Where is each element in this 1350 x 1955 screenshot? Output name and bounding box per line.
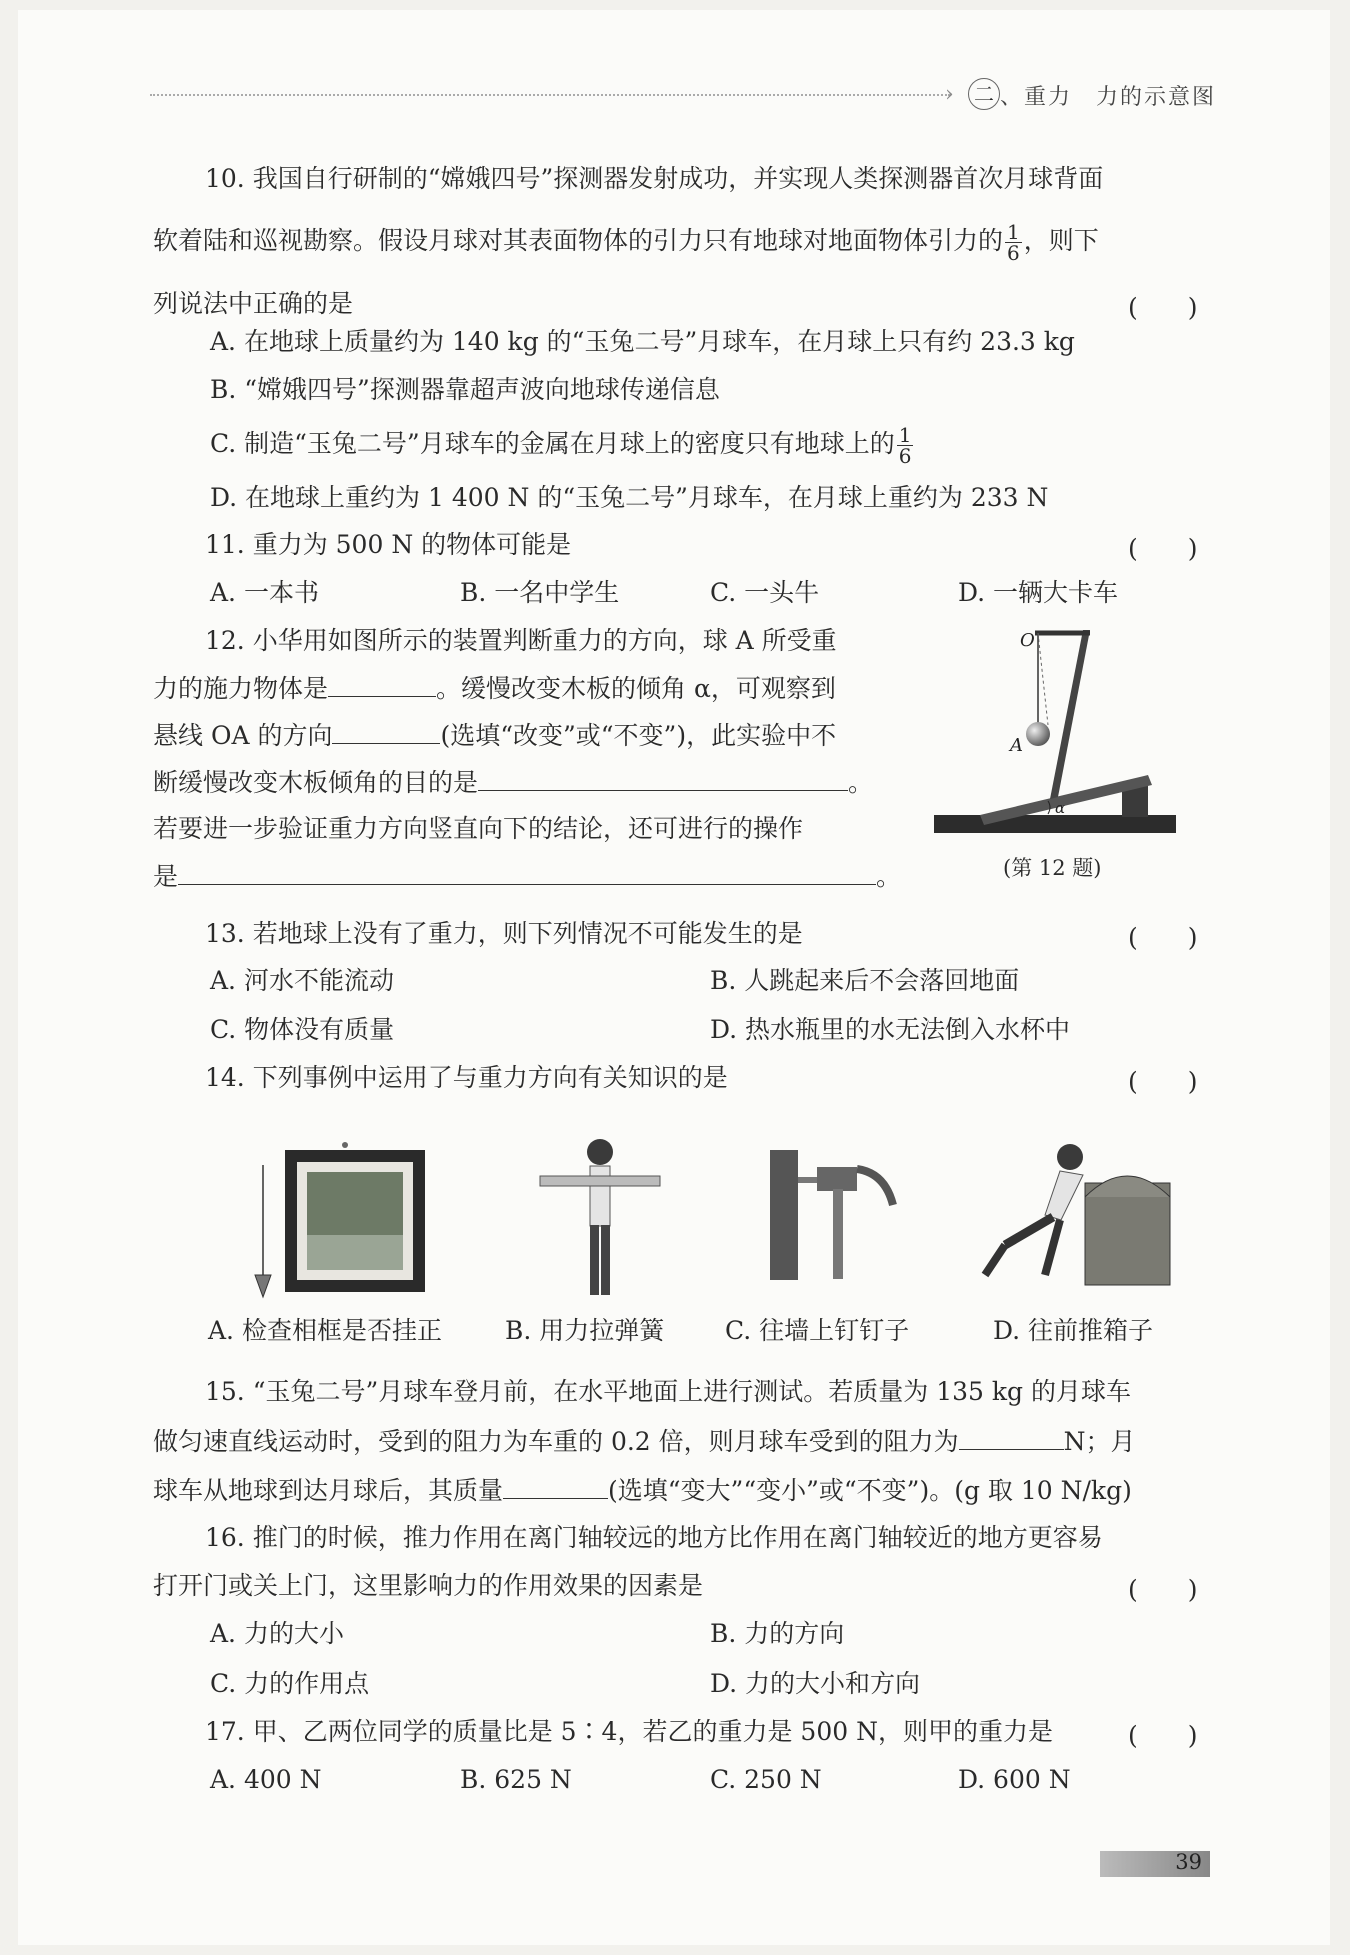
answer-blank xyxy=(503,1474,608,1499)
q10-line1: 10. 我国自行研制的“嫦娥四号”探测器发射成功，并实现人类探测器首次月球背面 xyxy=(205,164,1104,193)
q17-option-d: D. 600 N xyxy=(958,1765,1071,1794)
q13-option-d: D. 热水瓶里的水无法倒入水杯中 xyxy=(710,1015,1071,1044)
q13-option-c: C. 物体没有质量 xyxy=(210,1015,395,1044)
q16-option-b: B. 力的方向 xyxy=(710,1619,845,1648)
section-number: 二 xyxy=(968,78,1000,110)
q17-stem: 17. 甲、乙两位同学的质量比是 5∶4，若乙的重力是 500 N，则甲的重力是 xyxy=(205,1717,1053,1746)
base-plate xyxy=(934,815,1176,833)
q14-nail-hammer-image xyxy=(765,1145,900,1285)
q14-option-a: A. 检查相框是否挂正 xyxy=(208,1316,442,1345)
q16-line2: 打开门或关上门，这里影响力的作用效果的因素是 xyxy=(153,1571,704,1600)
q15-line2: 做匀速直线运动时，受到的阻力为车重的 0.2 倍，则月球车受到的阻力为 N；月 xyxy=(153,1427,1136,1456)
q17-option-b: B. 625 N xyxy=(460,1765,572,1794)
wall xyxy=(770,1150,798,1280)
ball-A xyxy=(1026,722,1050,746)
q12-line1: 12. 小华用如图所示的装置判断重力的方向，球 A 所受重 xyxy=(205,626,837,655)
q15-line1: 15. “玉兔二号”月球车登月前，在水平地面上进行测试。若质量为 135 kg 的月球车 xyxy=(205,1377,1131,1406)
page-number: 39 xyxy=(1175,1850,1202,1874)
section-title: 、重力 力的示意图 xyxy=(1000,85,1217,110)
q11-option-a: A. 一本书 xyxy=(210,578,319,607)
q12-caption: (第 12 题) xyxy=(1003,856,1102,880)
q13-option-a: A. 河水不能流动 xyxy=(210,966,394,995)
answer-blank xyxy=(178,860,876,885)
q12-line5: 若要进一步验证重力方向竖直向下的结论，还可进行的操作 xyxy=(153,814,804,843)
q13-option-b: B. 人跳起来后不会落回地面 xyxy=(710,966,1020,995)
fraction-one-sixth: $\frac{1}{6}$ xyxy=(898,423,912,468)
hammer-handle xyxy=(833,1189,843,1279)
spring xyxy=(540,1176,660,1186)
q10-line2: 软着陆和巡视勘察。假设月球对其表面物体的引力只有地球对地面物体引力的 $\frac{1}{6}$ ，则下 xyxy=(153,220,1099,265)
q10-line3: 列说法中正确的是 xyxy=(153,289,354,318)
q16-answer-paren: ( ) xyxy=(1128,1575,1198,1604)
q17-option-a: A. 400 N xyxy=(210,1765,322,1794)
q12-line6: 是 。 xyxy=(153,862,902,891)
q16-option-c: C. 力的作用点 xyxy=(210,1669,370,1698)
q13-stem: 13. 若地球上没有了重力，则下列情况不可能发生的是 xyxy=(205,919,803,948)
label-A: A xyxy=(1010,735,1023,756)
dashed-reference xyxy=(1038,633,1048,725)
plumb-bob xyxy=(255,1275,271,1297)
q11-option-d: D. 一辆大卡车 xyxy=(958,578,1119,607)
q12-pendulum-figure xyxy=(930,625,1180,835)
q14-spring-pull-image xyxy=(535,1130,665,1305)
q15-line3: 球车从地球到达月球后，其质量 (选填“变大”“变小”或“不变”)。(g 取 10 N/kg) xyxy=(153,1476,1132,1505)
q12-line3: 悬线 OA 的方向 (选填“改变”或“不变”)，此实验中不 xyxy=(153,721,837,750)
label-alpha: α xyxy=(1055,799,1066,817)
q11-option-b: B. 一名中学生 xyxy=(460,578,620,607)
q10-answer-paren: ( ) xyxy=(1128,293,1198,322)
q14-option-c: C. 往墙上钉钉子 xyxy=(725,1316,910,1345)
q14-option-b: B. 用力拉弹簧 xyxy=(505,1316,665,1345)
header-dotted-rule xyxy=(150,94,950,96)
answer-blank xyxy=(332,719,440,744)
q17-answer-paren: ( ) xyxy=(1128,1721,1198,1750)
q11-option-c: C. 一头牛 xyxy=(710,578,820,607)
q12-line2: 力的施力物体是 。缓慢改变木板的倾角 α，可观察到 xyxy=(153,674,836,703)
q13-answer-paren: ( ) xyxy=(1128,923,1198,952)
fraction-one-sixth: $\frac{1}{6}$ xyxy=(1007,220,1020,265)
answer-blank xyxy=(959,1425,1064,1450)
q10-option-d: D. 在地球上重约为 1 400 N 的“玉兔二号”月球车，在月球上重约为 233 N xyxy=(210,483,1049,512)
running-header xyxy=(150,80,1217,110)
answer-blank xyxy=(328,672,436,697)
q12-line4: 断缓慢改变木板倾角的目的是 。 xyxy=(153,768,874,797)
arrow-icon: › xyxy=(945,82,954,107)
label-O: O xyxy=(1020,630,1035,651)
answer-blank xyxy=(478,766,848,791)
q14-answer-paren: ( ) xyxy=(1128,1067,1198,1096)
nail xyxy=(798,1177,818,1183)
vertical-stand xyxy=(1050,630,1090,799)
q16-line1: 16. 推门的时候，推力作用在离门轴较远的地方比作用在离门轴较近的地方更容易 xyxy=(205,1523,1103,1552)
q16-option-d: D. 力的大小和方向 xyxy=(710,1669,921,1698)
q11-stem: 11. 重力为 500 N 的物体可能是 xyxy=(205,530,572,559)
page-number-tab xyxy=(1100,1851,1210,1877)
q14-stem: 14. 下列事例中运用了与重力方向有关知识的是 xyxy=(205,1063,728,1092)
q14-picture-frame-image xyxy=(245,1135,430,1305)
hammer-head xyxy=(817,1167,857,1191)
box xyxy=(1085,1183,1170,1285)
q17-option-c: C. 250 N xyxy=(710,1765,822,1794)
q10-option-c: C. 制造“玉兔二号”月球车的金属在月球上的密度只有地球上的 $\frac{1}{6}$ xyxy=(210,423,912,468)
q10-option-b: B. “嫦娥四号”探测器靠超声波向地球传递信息 xyxy=(210,375,720,404)
q14-push-box-image xyxy=(965,1135,1175,1295)
q10-option-a: A. 在地球上质量约为 140 kg 的“玉兔二号”月球车，在月球上只有约 23.3 kg xyxy=(210,327,1075,356)
q14-option-d: D. 往前推箱子 xyxy=(993,1316,1154,1345)
q11-answer-paren: ( ) xyxy=(1128,534,1198,563)
q16-option-a: A. 力的大小 xyxy=(210,1619,344,1648)
